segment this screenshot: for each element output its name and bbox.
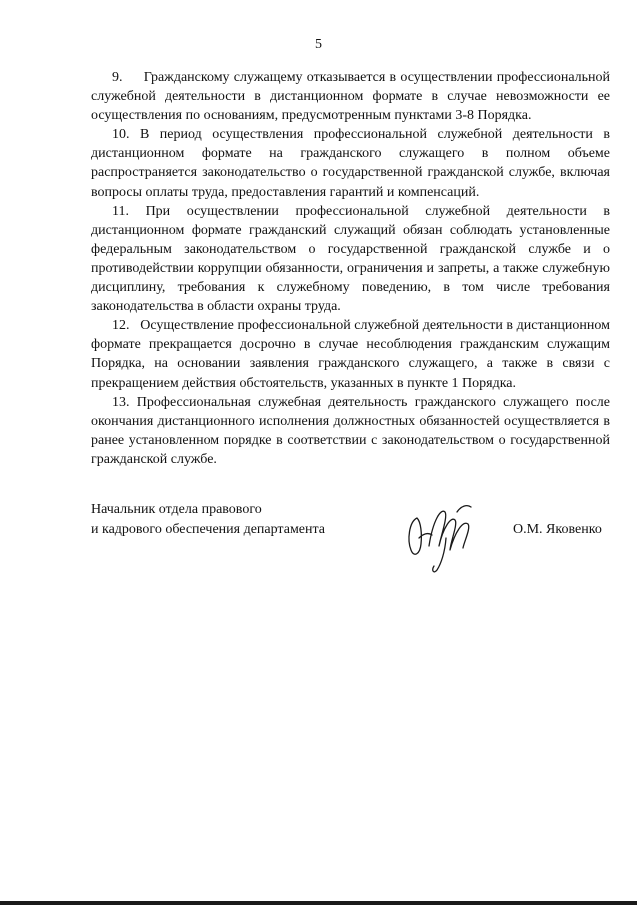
page-number: 5 [315, 37, 322, 52]
document-body [91, 68, 610, 469]
paragraph-number: 12. [112, 318, 130, 334]
paragraph-13 [91, 393, 610, 469]
signer-position-line-2: и кадрового обеспечения департамента [91, 522, 326, 537]
paragraph-text: В период осуществления профессиональной служебной деятельности в дистанционном формате на гражданского служащего в полном объеме распространяется законодательство о государственной гражданской службе, включая вопросы оплаты труда, предоставления гарантий и компенсаций. [91, 127, 611, 200]
signature-block [91, 500, 610, 590]
paragraph-text: Осуществление профессиональной служебной деятельности в дистанционном формате прекращается досрочно в случае несоблюдения гражданским служащим Порядка, на основании заявления гражданского служащего, а также в связи с прекращением действия обстоятельств, указанных в пункте 1 Порядка. [91, 318, 610, 391]
paragraph-11 [91, 202, 610, 317]
signer-position [91, 500, 381, 540]
scan-bottom-edge [0, 901, 637, 905]
paragraph-number: 11. [112, 203, 129, 219]
paragraph-number: 13. [112, 394, 130, 410]
signer-name: О.М. Яковенко [513, 522, 602, 537]
signer-position-line-1: Начальник отдела правового [91, 502, 262, 517]
paragraph-10 [91, 125, 610, 201]
paragraph-text: Гражданскому служащему отказывается в осуществлении профессиональной служебной деятельности в дистанционном формате в случае невозможности ее осуществления по основаниям, предусмотренным пунктами 3-8 Порядка. [91, 70, 611, 124]
paragraph-number: 10. [112, 127, 130, 143]
paragraph-text: При осуществлении профессиональной служебной деятельности в дистанционном формате гражданский служащий обязан соблюдать установленные федеральным законодательством о государственной гражданской службе и о противодействии коррупции обязанности, ограничения и запреты, а также служебную дисциплину, требования к служебному поведению, в том числе требования законодательства в области охраны труда. [91, 203, 610, 315]
signature-drawing [401, 498, 485, 578]
paragraph-12 [91, 316, 610, 392]
paragraph-text: Профессиональная служебная деятельность гражданского служащего после окончания дистанционного исполнения должностных обязанностей осуществляется в ранее установленном порядке в соответствии с законодательством о государственной гражданской службе. [91, 394, 611, 467]
handwritten-signature-icon [401, 498, 485, 578]
paragraph-number: 9. [112, 70, 123, 85]
paragraph-9 [91, 68, 610, 125]
